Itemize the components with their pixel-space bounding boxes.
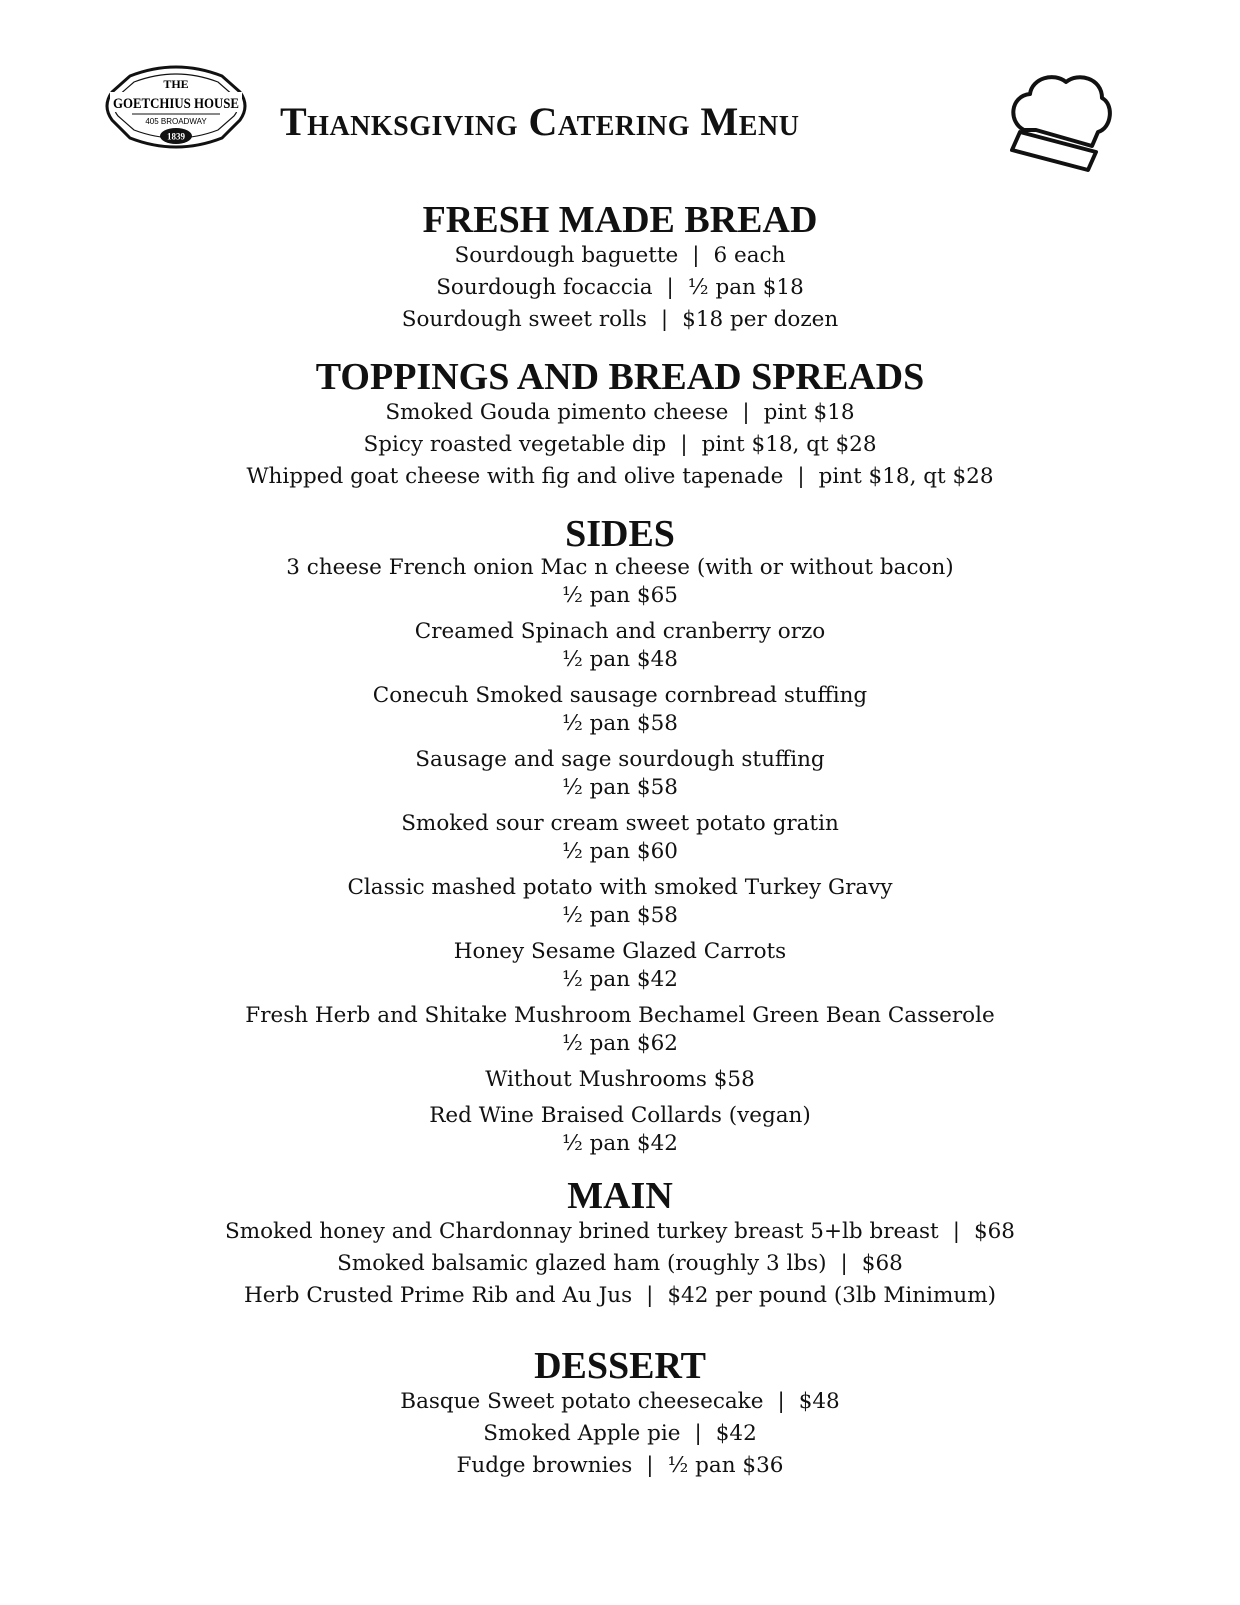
- item-price: ½ pan $58: [562, 775, 678, 800]
- item-name: Conecuh Smoked sausage cornbread stuffing: [372, 683, 868, 708]
- logo-text-address: 405 BROADWAY: [145, 117, 207, 126]
- item-separator: |: [797, 464, 805, 489]
- item-price: ½ pan $58: [562, 711, 678, 736]
- menu-item: [0, 304, 1240, 336]
- item-price: ½ pan $42: [562, 967, 678, 992]
- menu-item: [0, 272, 1240, 304]
- item-name: Spicy roasted vegetable dip: [363, 432, 667, 457]
- menu-item: [0, 1248, 1240, 1280]
- item-name: Fresh Herb and Shitake Mushroom Bechamel Green Bean Casserole: [245, 1003, 995, 1028]
- item-price: $42 per pound (3lb Minimum): [667, 1283, 996, 1308]
- item-name: Smoked sour cream sweet potato gratin: [401, 811, 839, 836]
- bread-list: [0, 240, 1240, 336]
- sides-list: [0, 554, 1240, 1158]
- menu-item: [0, 746, 1240, 802]
- chef-hat-icon: [1006, 70, 1116, 174]
- item-separator: |: [840, 1251, 848, 1276]
- section-bread: [0, 200, 1240, 336]
- logo-text-name: GOETCHIUS HOUSE: [113, 96, 239, 112]
- item-name: 3 cheese French onion Mac n cheese (with or without bacon): [286, 555, 954, 580]
- toppings-list: [0, 397, 1240, 493]
- section-dessert: [0, 1346, 1240, 1482]
- section-heading-dessert: DESSERT: [534, 1345, 706, 1387]
- item-price: ½ pan $62: [562, 1031, 678, 1056]
- item-separator: |: [660, 307, 669, 332]
- item-name: Herb Crusted Prime Rib and Au Jus: [243, 1283, 633, 1308]
- logo-text-year: 1839: [167, 131, 185, 142]
- item-name: Smoked honey and Chardonnay brined turkey breast 5+lb breast: [225, 1219, 939, 1244]
- logo-text-the: THE: [163, 77, 189, 91]
- menu-item: [0, 1002, 1240, 1058]
- item-name: Honey Sesame Glazed Carrots: [453, 939, 787, 964]
- item-separator: |: [646, 1283, 654, 1308]
- item-name: Sausage and sage sourdough stuffing: [415, 747, 825, 772]
- item-price: ½ pan $60: [562, 839, 678, 864]
- item-price: pint $18, qt $28: [701, 432, 877, 457]
- item-separator: |: [742, 400, 750, 425]
- main-list: [0, 1216, 1240, 1312]
- item-price: $42: [715, 1421, 757, 1446]
- menu-item: [0, 554, 1240, 610]
- page-title: Thanksgiving Catering Menu: [280, 99, 800, 144]
- item-name: Smoked Gouda pimento cheese: [385, 400, 729, 425]
- menu-item: [0, 1386, 1240, 1418]
- section-heading-bread: FRESH MADE BREAD: [422, 199, 818, 241]
- item-price: $68: [973, 1219, 1015, 1244]
- item-name: Red Wine Braised Collards (vegan): [429, 1103, 811, 1128]
- item-name: Smoked balsamic glazed ham (roughly 3 lbs): [337, 1251, 827, 1276]
- menu-item: [0, 397, 1240, 429]
- item-price: ½ pan $36: [667, 1453, 784, 1478]
- item-separator: |: [952, 1219, 960, 1244]
- section-heading-main: MAIN: [567, 1175, 673, 1217]
- menu-item: [0, 1450, 1240, 1482]
- menu-item: [0, 1216, 1240, 1248]
- menu-item: [0, 429, 1240, 461]
- section-heading-toppings: TOPPINGS AND BREAD SPREADS: [315, 356, 925, 398]
- item-price: ½ pan $58: [562, 903, 678, 928]
- dessert-list: [0, 1386, 1240, 1482]
- menu-item: [0, 1066, 1240, 1094]
- menu-item: [0, 1418, 1240, 1450]
- menu-item: [0, 461, 1240, 493]
- item-separator: |: [694, 1421, 702, 1446]
- item-separator: |: [680, 432, 688, 457]
- menu-item: [0, 1102, 1240, 1158]
- item-name: Whipped goat cheese with fig and olive tapenade: [246, 464, 784, 489]
- item-name: Without Mushrooms $58: [485, 1067, 755, 1092]
- item-price: ½ pan $18: [687, 275, 804, 300]
- item-price: $18 per dozen: [682, 307, 839, 332]
- item-name: Sourdough sweet rolls: [401, 307, 647, 332]
- item-separator: |: [692, 243, 700, 268]
- menu-item: [0, 682, 1240, 738]
- item-price: pint $18: [763, 400, 855, 425]
- menu-item: [0, 874, 1240, 930]
- menu-item: [0, 240, 1240, 272]
- menu-item: [0, 938, 1240, 994]
- item-price: pint $18, qt $28: [818, 464, 994, 489]
- item-name: Sourdough focaccia: [436, 275, 653, 300]
- item-price: ½ pan $65: [562, 583, 678, 608]
- item-price: ½ pan $42: [562, 1131, 678, 1156]
- item-price: 6 each: [713, 243, 786, 268]
- menu-item: [0, 618, 1240, 674]
- menu-item: [0, 810, 1240, 866]
- item-name: Creamed Spinach and cranberry orzo: [414, 619, 826, 644]
- section-sides: [0, 514, 1240, 1166]
- item-price: $68: [861, 1251, 903, 1276]
- goetchius-house-logo: [100, 58, 252, 178]
- item-name: Fudge brownies: [456, 1453, 633, 1478]
- item-name: Classic mashed potato with smoked Turkey Gravy: [347, 875, 893, 900]
- item-price: ½ pan $48: [562, 647, 678, 672]
- item-price: $48: [798, 1389, 840, 1414]
- item-name: Smoked Apple pie: [483, 1421, 681, 1446]
- item-separator: |: [777, 1389, 785, 1414]
- item-separator: |: [666, 275, 674, 300]
- menu-item: [0, 1280, 1240, 1312]
- section-toppings: [0, 357, 1240, 493]
- item-name: Basque Sweet potato cheesecake: [400, 1389, 764, 1414]
- section-heading-sides: SIDES: [565, 513, 675, 555]
- item-separator: |: [646, 1453, 654, 1478]
- section-main: [0, 1176, 1240, 1312]
- item-name: Sourdough baguette: [454, 243, 679, 268]
